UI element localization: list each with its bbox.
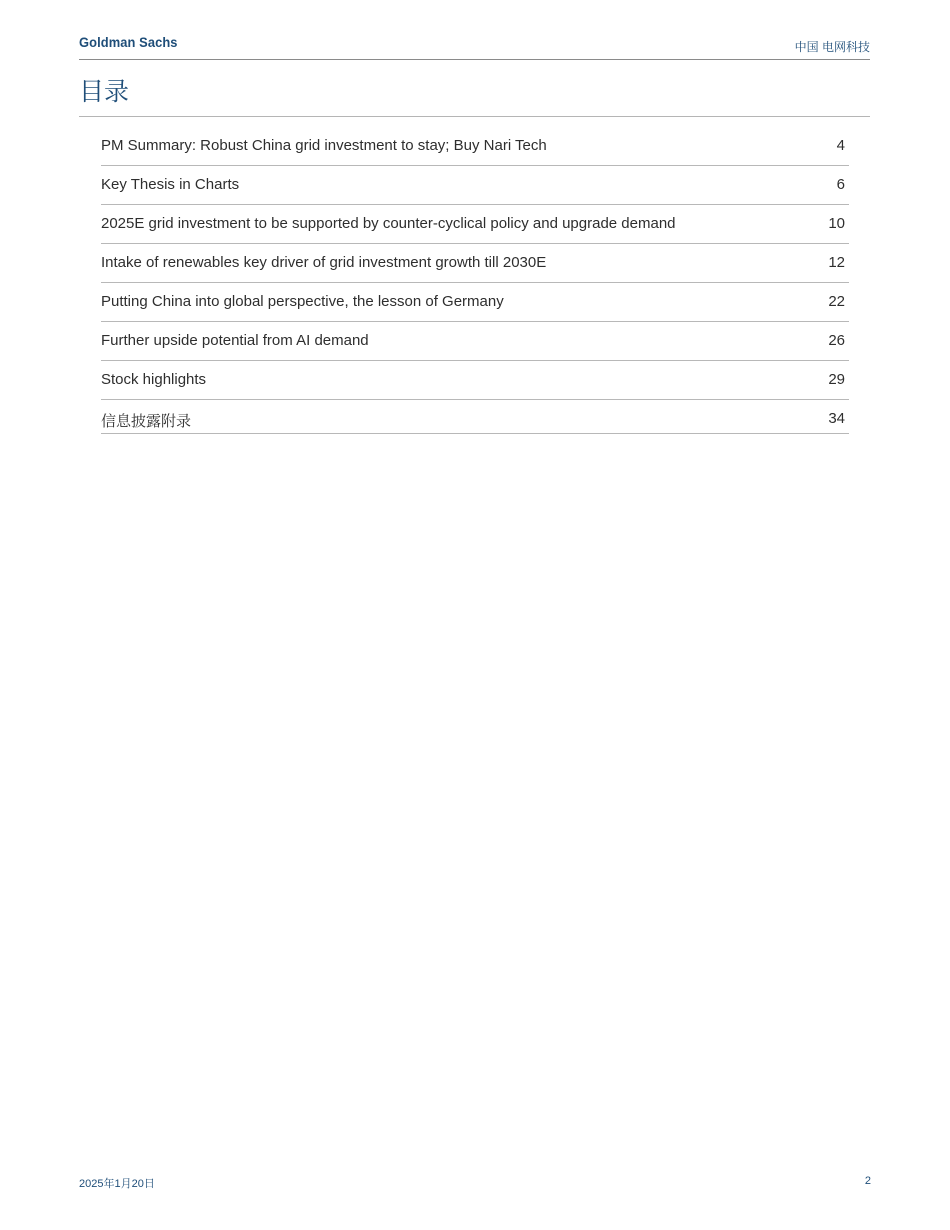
toc-item[interactable] (101, 361, 849, 400)
toc-item-page: 34 (828, 410, 845, 427)
toc-item-page: 4 (836, 137, 845, 154)
toc-title: 目录 (79, 74, 870, 117)
toc-item-label: PM Summary: Robust China grid investment to stay; Buy Nari Tech (101, 137, 547, 154)
toc-item-page: 29 (828, 371, 845, 388)
toc-item[interactable] (101, 166, 849, 205)
table-of-contents (101, 127, 849, 434)
toc-item-page: 6 (836, 176, 845, 193)
toc-item[interactable] (101, 127, 849, 166)
toc-item-page: 10 (828, 215, 845, 232)
toc-item-page: 26 (828, 332, 845, 349)
toc-item-label: 信息披露附录 (101, 413, 192, 430)
toc-item-page: 22 (828, 293, 845, 310)
toc-item[interactable] (101, 283, 849, 322)
publication-date: 2025年1月20日 (79, 1178, 155, 1190)
toc-item-label: Further upside potential from AI demand (101, 332, 369, 349)
page-header (79, 30, 870, 60)
toc-item-label: Intake of renewables key driver of grid investment growth till 2030E (101, 254, 547, 271)
page-number: 2 (864, 1175, 871, 1187)
brand-logo: Goldman Sachs (79, 34, 178, 50)
toc-item-label: Putting China into global perspective, the lesson of Germany (101, 293, 504, 310)
toc-item-page: 12 (828, 254, 845, 271)
toc-item[interactable] (101, 205, 849, 244)
toc-item[interactable] (101, 244, 849, 283)
toc-item-label: Key Thesis in Charts (101, 176, 240, 193)
toc-item[interactable] (101, 400, 849, 434)
toc-item-label: Stock highlights (101, 371, 207, 388)
report-category: 中国 电网科技 (794, 40, 870, 54)
toc-item[interactable] (101, 322, 849, 361)
toc-item-label: 2025E grid investment to be supported by counter-cyclical policy and upgrade demand (101, 215, 676, 232)
